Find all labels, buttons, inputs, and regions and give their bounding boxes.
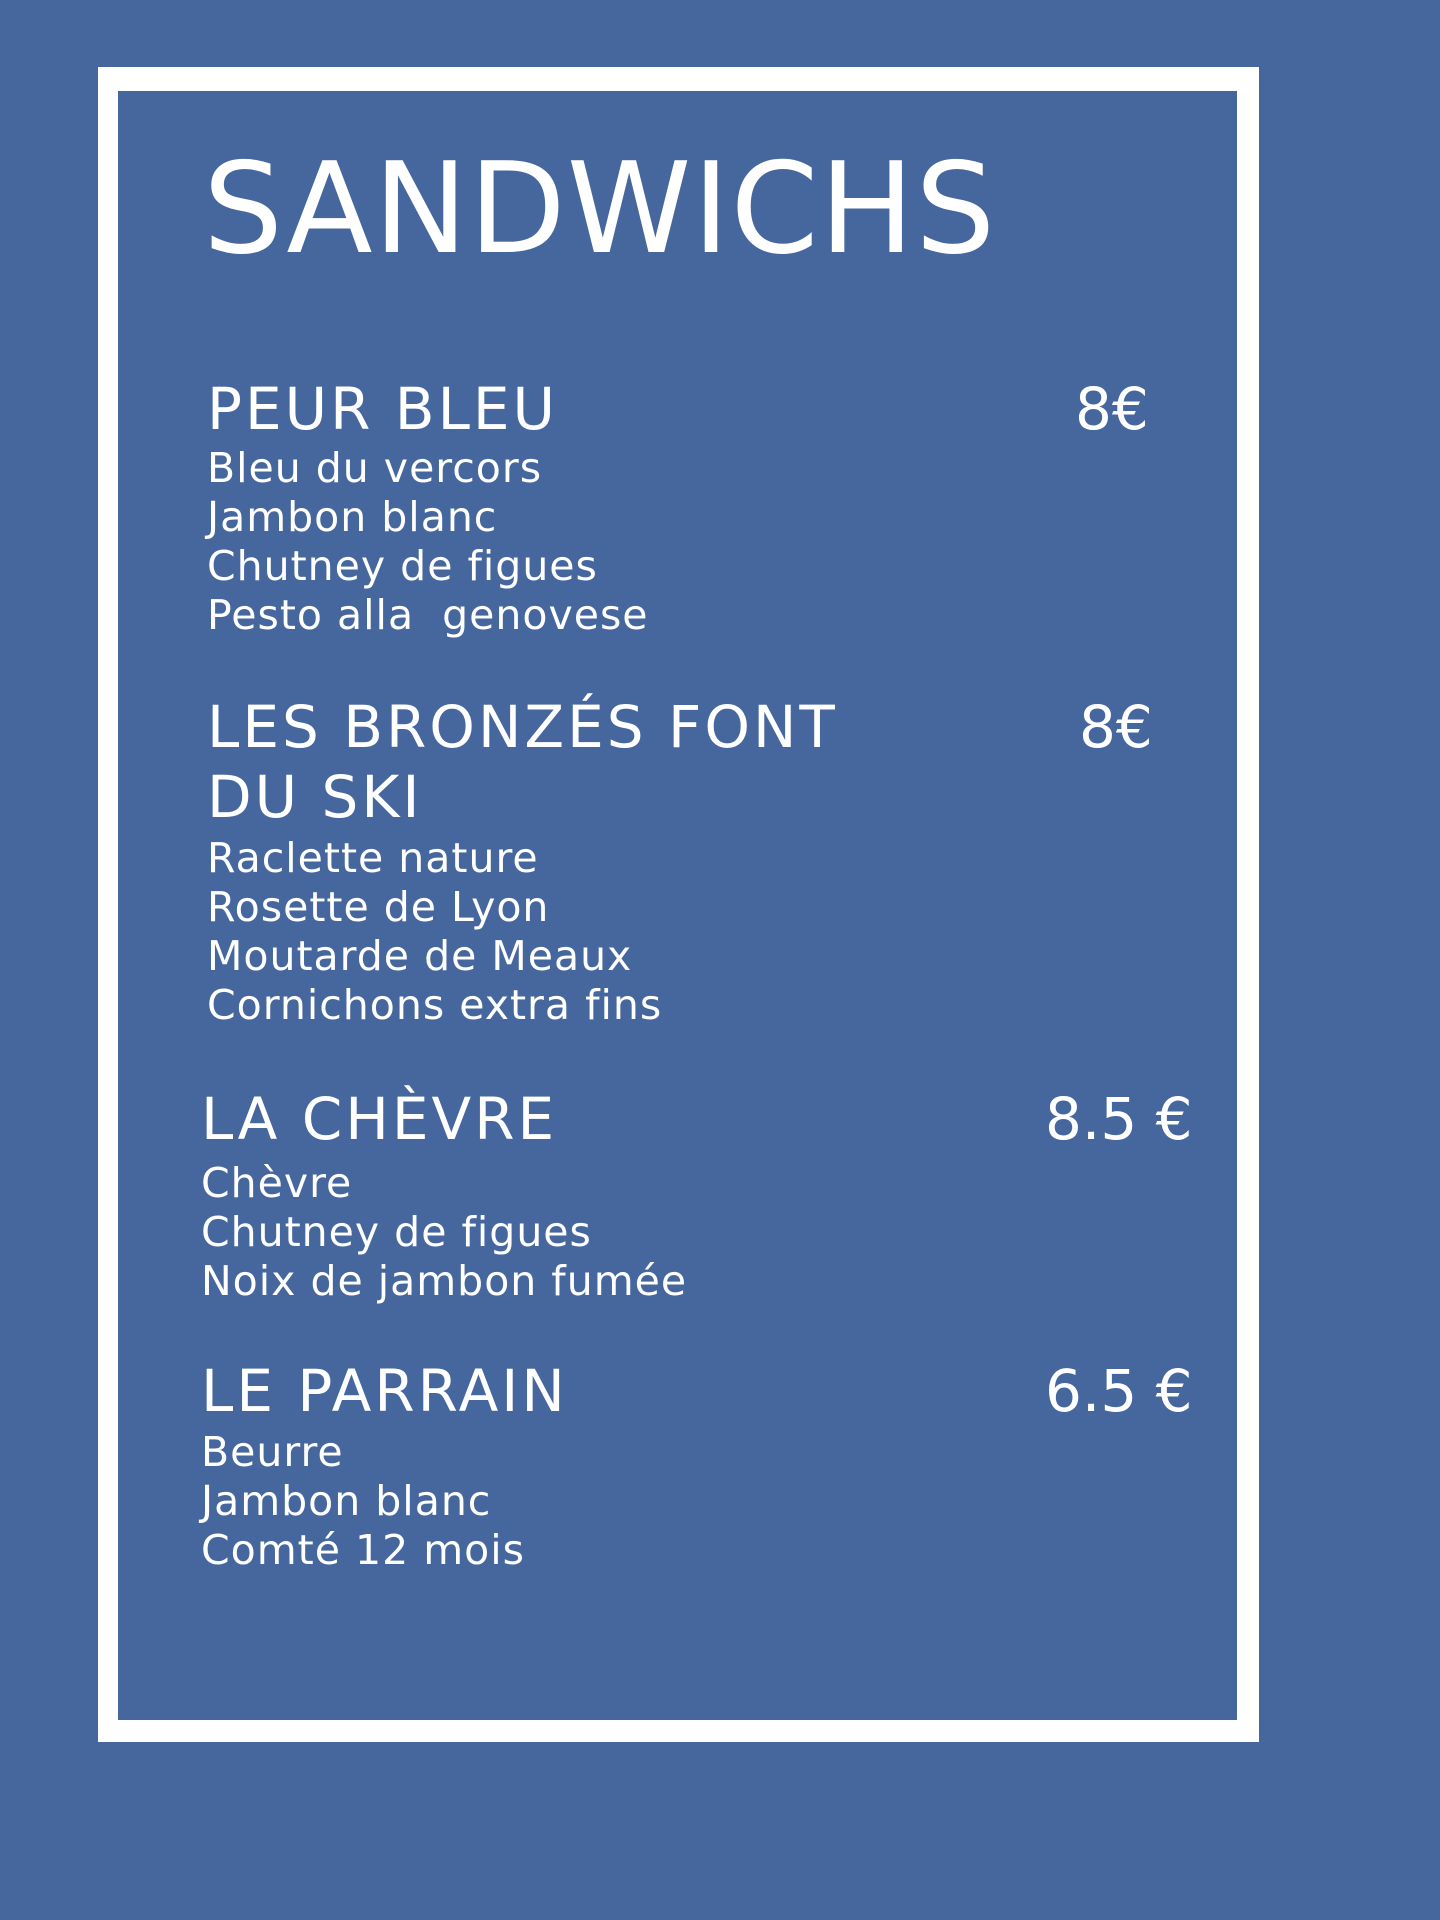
item-price: 6.5 € <box>1045 1357 1193 1425</box>
ingredient: Moutarde de Meaux <box>207 932 633 980</box>
item-name: LA CHÈVRE <box>201 1085 558 1153</box>
item-price: 8€ <box>1075 375 1149 443</box>
ingredient: Jambon blanc <box>201 1477 492 1525</box>
menu-title: SANDWICHS <box>203 135 997 282</box>
item-name: LE PARRAIN <box>201 1357 568 1425</box>
ingredient: Noix de jambon fumée <box>201 1257 688 1305</box>
item-name: LES BRONZÉS FONT DU SKI <box>207 693 838 831</box>
ingredient: Chèvre <box>201 1159 353 1207</box>
ingredient: Comté 12 mois <box>201 1526 525 1574</box>
ingredient-list <box>207 444 649 640</box>
ingredient-list <box>207 834 662 1030</box>
item-name: PEUR BLEU <box>207 375 559 443</box>
ingredient: Beurre <box>201 1428 344 1476</box>
ingredient: Raclette nature <box>207 834 539 882</box>
item-price: 8€ <box>1079 693 1153 761</box>
ingredient: Pesto alla genovese <box>207 591 649 639</box>
ingredient-list <box>201 1159 687 1306</box>
ingredient: Chutney de figues <box>207 542 598 590</box>
ingredient: Jambon blanc <box>207 493 498 541</box>
ingredient: Cornichons extra fins <box>207 981 663 1029</box>
ingredient: Bleu du vercors <box>207 444 543 492</box>
item-price: 8.5 € <box>1045 1085 1193 1153</box>
ingredient-list <box>201 1428 525 1575</box>
ingredient: Chutney de figues <box>201 1208 592 1256</box>
ingredient: Rosette de Lyon <box>207 883 550 931</box>
